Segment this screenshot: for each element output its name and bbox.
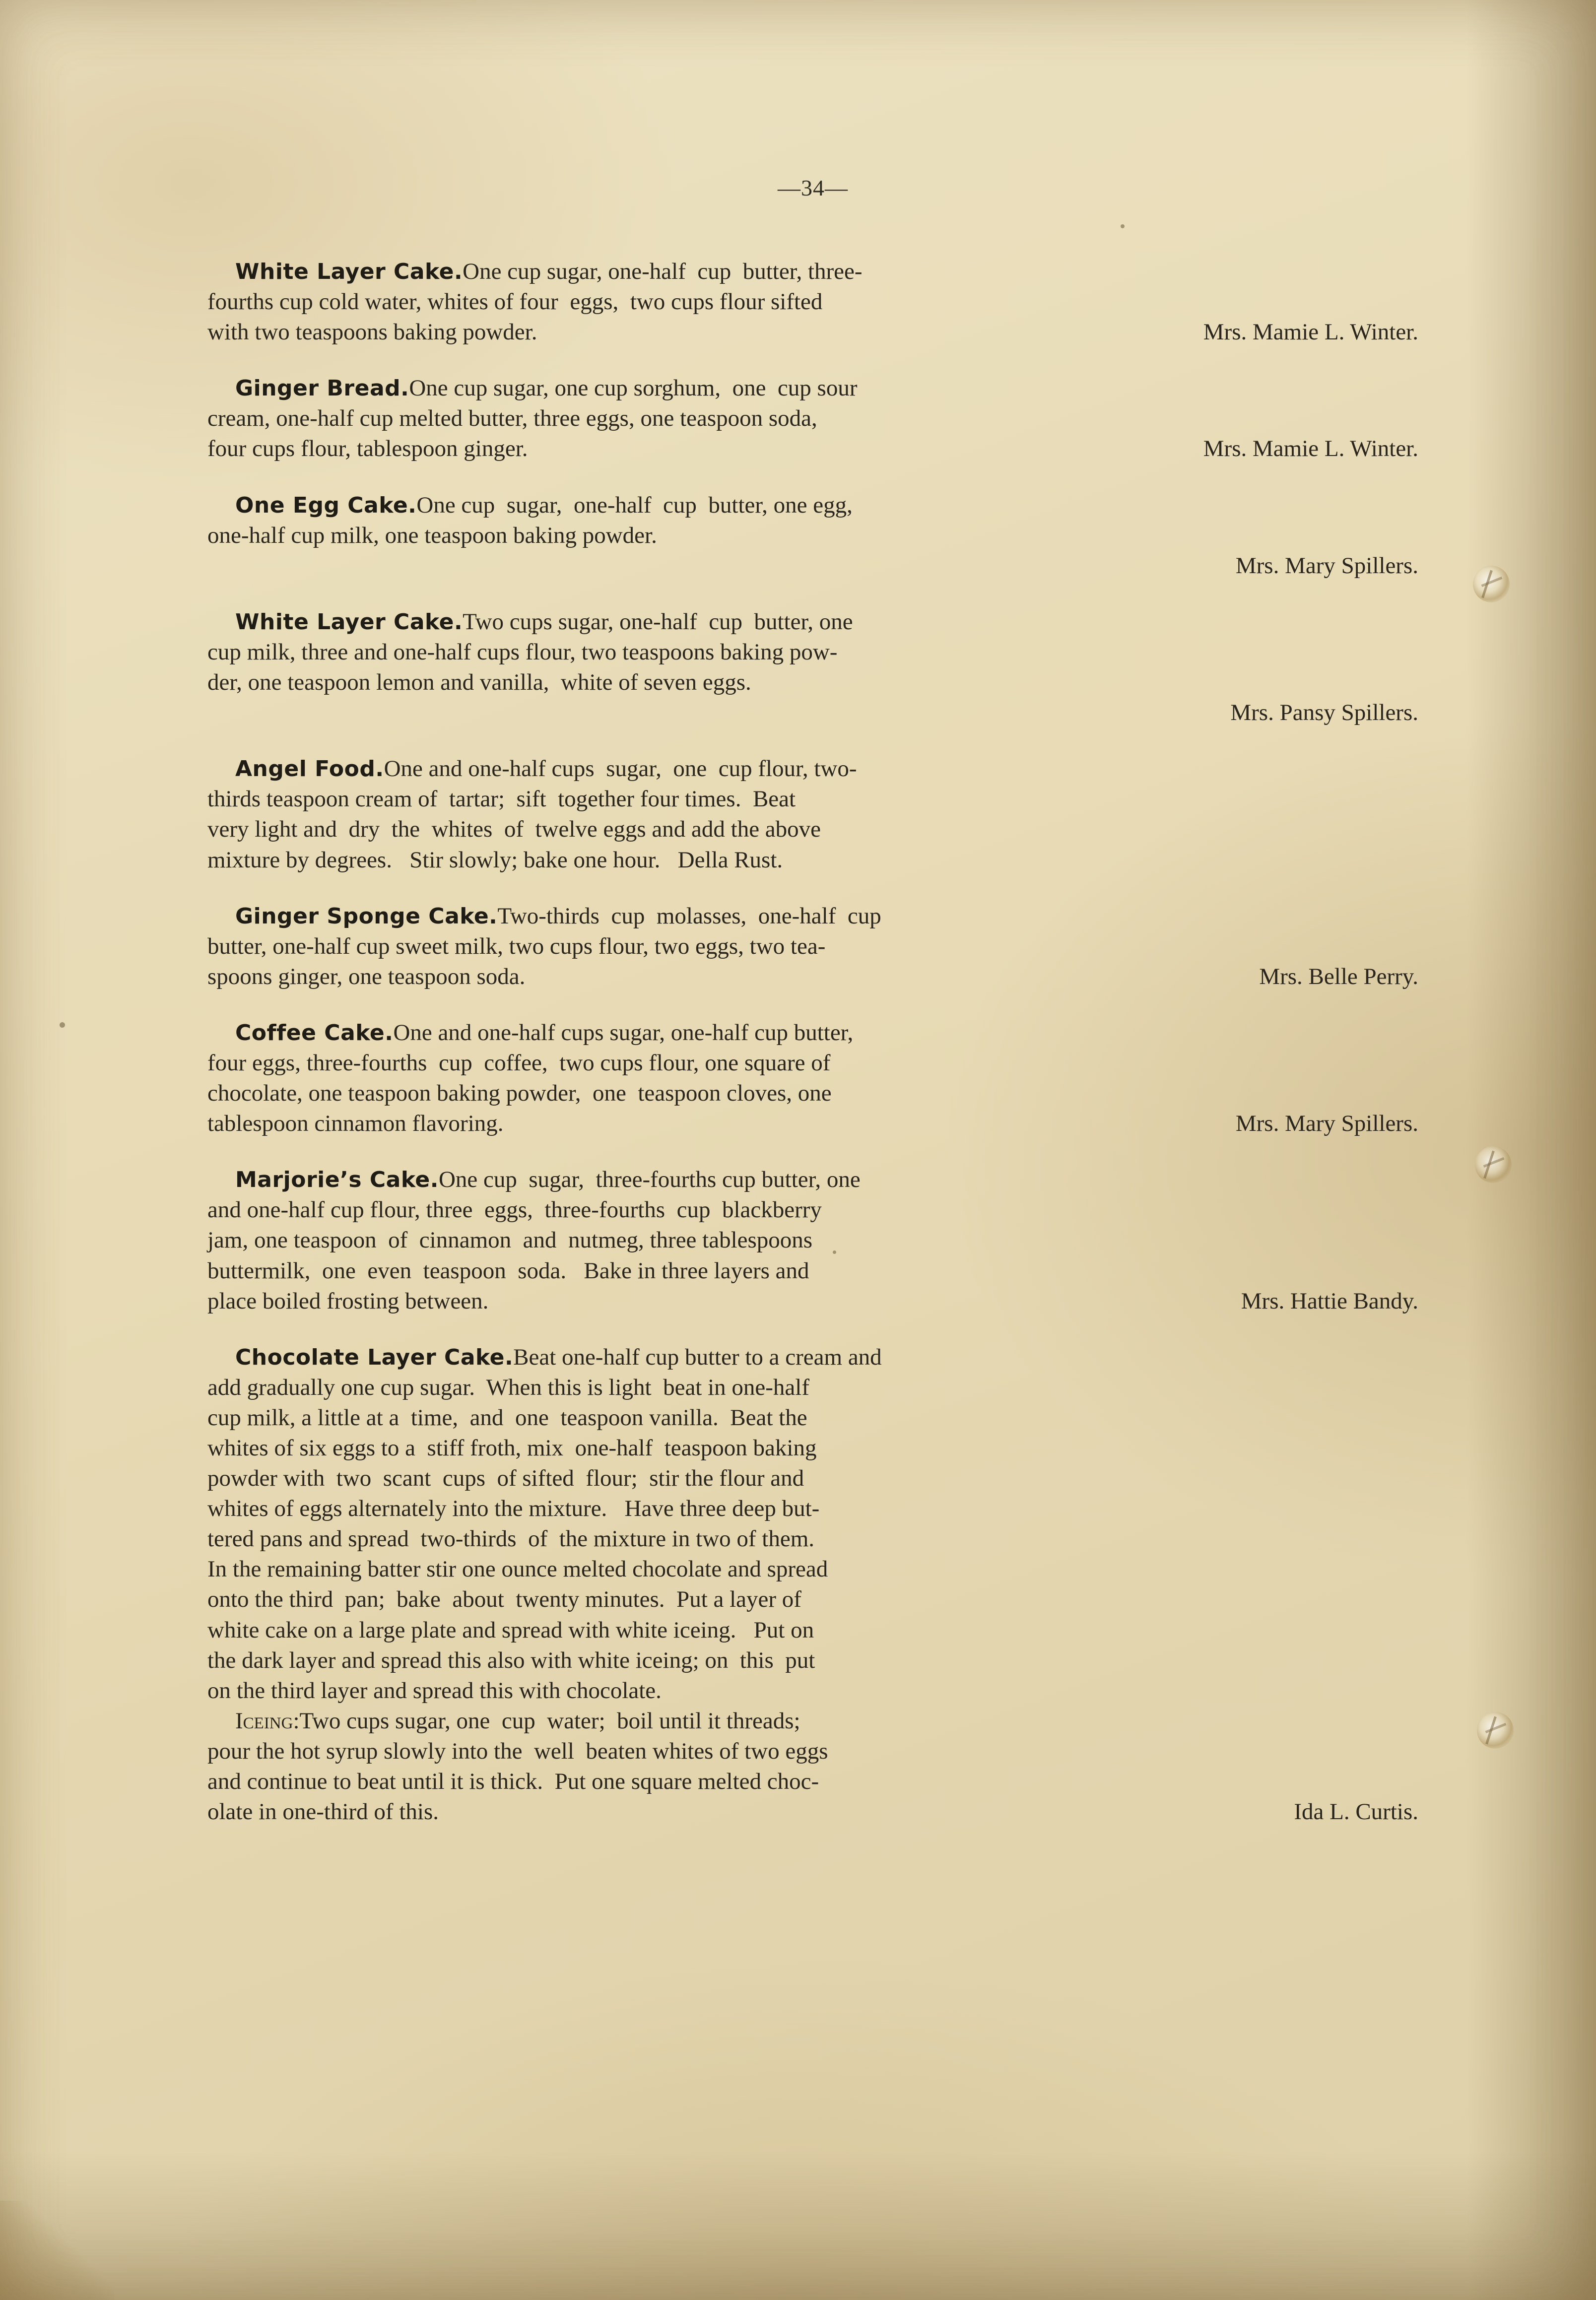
recipe-line: cream, one-half cup melted butter, three eggs, one teaspoon soda, (207, 405, 817, 432)
recipe-line: four cups flour, tablespoon ginger. (207, 436, 528, 462)
recipe-signature: Mrs. Belle Perry. (1259, 963, 1418, 989)
page-bottom-shadow (0, 2151, 1596, 2300)
recipe-title: One Egg Cake. (235, 492, 417, 518)
recipe-title: Marjorie’s Cake. (235, 1167, 439, 1193)
recipe-signature: Mrs. Mary Spillers. (1235, 552, 1418, 579)
recipe-entry (207, 901, 1418, 992)
recipe-line: One cup sugar, one-half cup butter, three- (463, 259, 863, 284)
recipe-line: chocolate, one teaspoon baking powder, one teaspoon cloves, one (207, 1080, 832, 1107)
recipe-line: tablespoon cinnamon flavoring. (207, 1111, 504, 1137)
recipe-signature: Ida L. Curtis. (1294, 1799, 1418, 1825)
recipe-line: add gradually one cup sugar. When this is light beat in one-half (207, 1374, 810, 1400)
punch-mark-bottom (1477, 1712, 1514, 1749)
recipe-entry (207, 1342, 1418, 1828)
punch-mark-top (1473, 566, 1510, 602)
recipe-line: thirds teaspoon cream of tartar; sift together four times. Beat (207, 786, 796, 812)
recipe-line: onto the third pan; bake about twenty minutes. Put a layer of (207, 1586, 801, 1613)
recipe-line: spoons ginger, one teaspoon soda. (207, 963, 526, 989)
paper-speck (60, 1022, 65, 1028)
recipe-title: White Layer Cake. (235, 609, 463, 635)
recipe-line: four eggs, three-fourths cup coffee, two cups flour, one square of (207, 1050, 831, 1076)
recipe-line: One cup sugar, one cup sorghum, one cup sour (409, 375, 858, 401)
recipe-entry (207, 754, 1418, 875)
punch-mark-middle (1475, 1146, 1512, 1183)
recipe-line: and one-half cup flour, three eggs, three-fourths cup blackberry (207, 1197, 822, 1223)
recipe-title: White Layer Cake. (235, 259, 463, 284)
recipe-line: the dark layer and spread this also with white iceing; on this put (207, 1647, 815, 1673)
recipe-line: place boiled frosting between. (207, 1288, 489, 1314)
recipe-line: Beat one-half cup butter to a cream and (513, 1344, 882, 1370)
recipe-line: whites of six eggs to a stiff froth, mix one-half teaspoon baking (207, 1435, 817, 1461)
page-number: —34— (778, 175, 848, 200)
recipe-signature: Mrs. Mamie L. Winter. (1203, 436, 1418, 462)
recipe-line: tered pans and spread two-thirds of the mixture in two of them. (207, 1526, 815, 1552)
recipe-line: white cake on a large plate and spread with white iceing. Put on (207, 1617, 814, 1643)
recipe-signature: Mrs. Mamie L. Winter. (1203, 319, 1418, 345)
recipe-line: mixture by degrees. Stir slowly; bake one hour. Della Rust. (207, 847, 783, 873)
recipe-line: Two cups sugar, one-half cup butter, one (463, 608, 853, 635)
recipe-line: jam, one teaspoon of cinnamon and nutmeg, three tablespoons (207, 1227, 813, 1253)
recipe-line: One and one-half cups sugar, one cup flour, two- (384, 756, 857, 782)
recipe-line: One and one-half cups sugar, one-half cup butter, (393, 1019, 854, 1046)
recipe-line: powder with two scant cups of sifted flour; stir the flour and (207, 1465, 804, 1492)
recipe-entry (207, 607, 1418, 728)
page-corner-fold (0, 2201, 114, 2300)
recipe-line: Two cups sugar, one cup water; boil until it threads; (299, 1708, 800, 1734)
page-edge-shadow (1467, 0, 1596, 2300)
recipe-line: olate in one-third of this. (207, 1799, 439, 1825)
recipe-title: Angel Food. (235, 756, 384, 782)
recipe-signature: Mrs. Pansy Spillers. (1230, 700, 1418, 726)
icing-label: Iceing: (235, 1708, 300, 1734)
recipe-line: buttermilk, one even teaspoon soda. Bake in three layers and (207, 1257, 809, 1284)
recipe-line: One cup sugar, three-fourths cup butter, one (438, 1167, 861, 1193)
recipe-signature: Mrs. Mary Spillers. (1235, 1111, 1418, 1137)
recipe-title: Coffee Cake. (235, 1020, 394, 1046)
recipe-line: fourths cup cold water, whites of four eggs, two cups flour sifted (207, 289, 823, 315)
recipe-title: Ginger Bread. (235, 376, 409, 401)
recipe-line: pour the hot syrup slowly into the well beaten whites of two eggs (207, 1738, 828, 1764)
recipe-line: der, one teaspoon lemon and vanilla, white of seven eggs. (207, 669, 751, 696)
recipe-line: very light and dry the whites of twelve eggs and add the above (207, 816, 821, 843)
recipe-line: and continue to beat until it is thick. Put one square melted choc- (207, 1769, 819, 1795)
page-content (207, 175, 1418, 1853)
recipe-entry (207, 490, 1418, 581)
recipe-line: One cup sugar, one-half cup butter, one egg, (416, 492, 853, 518)
recipe-line: In the remaining batter stir one ounce melted chocolate and spread (207, 1556, 828, 1582)
recipe-entry (207, 373, 1418, 464)
recipe-line: one-half cup milk, one teaspoon baking powder. (207, 522, 657, 548)
recipe-line: whites of eggs alternately into the mixture. Have three deep but- (207, 1496, 820, 1522)
recipe-line: butter, one-half cup sweet milk, two cups flour, two eggs, two tea- (207, 933, 826, 959)
recipe-line: cup milk, three and one-half cups flour, two teaspoons baking pow- (207, 639, 838, 665)
recipe-line: with two teaspoons baking powder. (207, 319, 537, 345)
recipe-title: Ginger Sponge Cake. (235, 903, 498, 929)
recipe-entry (207, 1018, 1418, 1139)
recipe-title: Chocolate Layer Cake. (235, 1344, 514, 1370)
recipe-entry (207, 257, 1418, 347)
recipe-line: Two-thirds cup molasses, one-half cup (497, 903, 881, 929)
recipe-entry (207, 1165, 1418, 1316)
recipe-line: on the third layer and spread this with chocolate. (207, 1677, 662, 1704)
recipe-signature: Mrs. Hattie Bandy. (1241, 1288, 1418, 1314)
recipe-line: cup milk, a little at a time, and one teaspoon vanilla. Beat the (207, 1404, 807, 1431)
